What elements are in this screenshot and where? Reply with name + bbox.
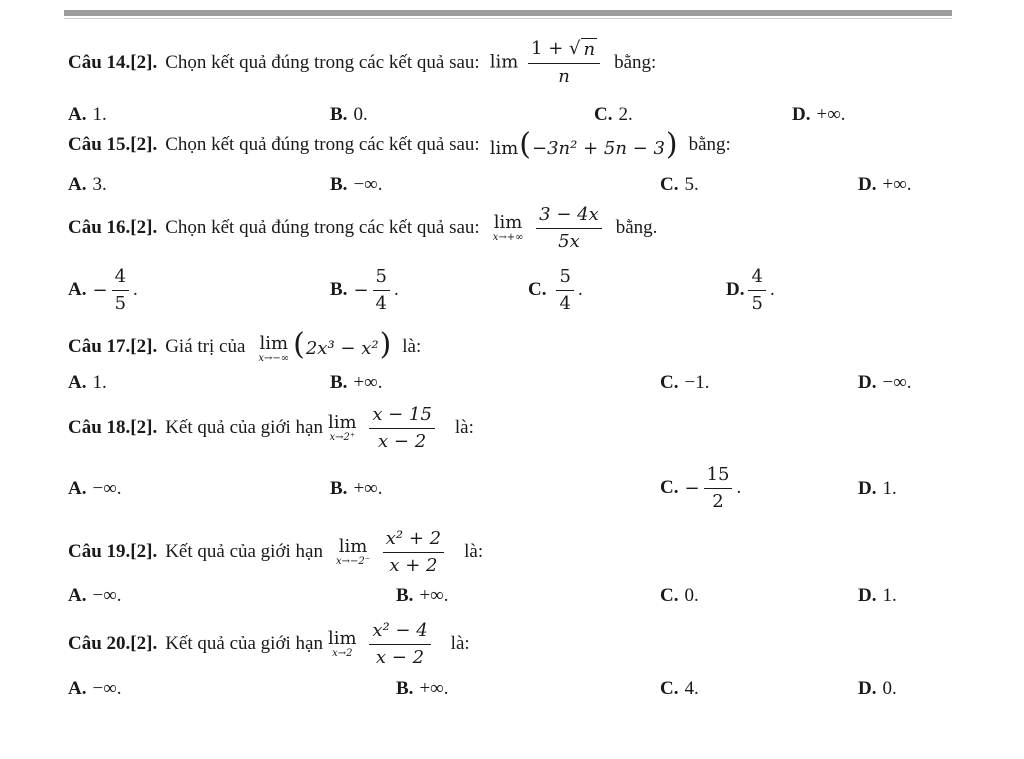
question-text: Kết quả của giới hạn	[165, 633, 323, 655]
top-rule-thin	[64, 18, 952, 19]
question-text: Giá trị của	[165, 335, 246, 357]
option-a: A. 1.	[68, 372, 107, 393]
formula: lim x→2⁺ $\frac{x - 15}{x - 2}$	[325, 404, 439, 452]
option-c: C. 5.	[660, 174, 699, 195]
question-label: Câu 15.[2].	[68, 134, 158, 155]
option-d: D. 1.	[858, 585, 897, 606]
option-c: C. 2.	[594, 104, 633, 125]
formula: lim x→−2⁻ $\frac{\text{x² + 2}}{x + 2}$	[333, 528, 448, 576]
option-a: A. 1.	[68, 104, 107, 125]
formula: lim(−3n² + 5n − 3)	[489, 127, 678, 162]
top-rule	[64, 10, 952, 16]
question-19: Câu 19.[2]. Kết quả của giới hạn lim x→−2⁻ $\frac{\text{x² + 2}}{x + 2}$ là:	[68, 528, 484, 576]
option-d: D. −∞.	[858, 372, 912, 393]
option-d: D. 1.	[858, 478, 897, 499]
option-c: C. $\frac{5}{4}$ .	[528, 266, 583, 314]
question-18: Câu 18.[2]. Kết quả của giới hạn lim x→2⁺ $\frac{x - 15}{x - 2}$ là:	[68, 404, 474, 452]
option-d: D. 0.	[858, 678, 897, 699]
option-c: C. 0.	[660, 585, 699, 606]
formula: lim x→−∞ (2x³ − x²)	[258, 327, 392, 364]
option-d: D. $\frac{4}{5}$ .	[726, 266, 775, 314]
question-text: Kết quả của giới hạn	[165, 541, 323, 563]
option-d: D. +∞.	[858, 174, 912, 195]
option-c: C. − $\frac{15}{2}$ .	[660, 464, 742, 512]
question-label: Câu 18.[2].	[68, 417, 158, 439]
option-b: B. 0.	[330, 104, 368, 125]
option-b: B. − $\frac{5}{4}$ .	[330, 266, 399, 314]
option-a: A. −∞.	[68, 478, 122, 499]
option-a: A. 3.	[68, 174, 107, 195]
option-b: B. −∞.	[330, 174, 383, 195]
option-b: B. +∞.	[330, 478, 383, 499]
question-14: Câu 14.[2]. Chọn kết quả đúng trong các kết quả sau: lim 1 + √ n n bằng:	[68, 38, 657, 87]
question-text: Chọn kết quả đúng trong các kết quả sau:	[165, 134, 480, 155]
formula: lim 1 + √ n n	[490, 38, 604, 87]
question-17: Câu 17.[2]. Giá trị của lim x→−∞ (2x³ − x²) là:	[68, 327, 422, 364]
question-20: Câu 20.[2]. Kết quả của giới hạn lim x→2 $\frac{\text{x² − 4}}{x - 2}$ là:	[68, 620, 470, 668]
formula: lim x→2 $\frac{\text{x² − 4}}{x - 2}$	[325, 620, 435, 668]
question-text: Chọn kết quả đúng trong các kết quả sau:	[165, 217, 480, 239]
question-label: Câu 14.[2].	[68, 51, 158, 73]
option-b: B. +∞.	[396, 678, 449, 699]
question-text: Kết quả của giới hạn	[165, 417, 323, 439]
option-a: A. − $\frac{4}{5}$ .	[68, 266, 138, 314]
question-label: Câu 16.[2].	[68, 217, 158, 239]
option-b: B. +∞.	[396, 585, 449, 606]
option-b: B. +∞.	[330, 372, 383, 393]
question-label: Câu 19.[2].	[68, 541, 158, 563]
option-a: A. −∞.	[68, 678, 122, 699]
question-label: Câu 20.[2].	[68, 633, 158, 655]
option-d: D. +∞.	[792, 104, 846, 125]
question-16: Câu 16.[2]. Chọn kết quả đúng trong các kết quả sau: lim x→+∞ $\frac{3 - 4x}{5x}$ bằng.	[68, 204, 658, 252]
option-c: C. 4.	[660, 678, 699, 699]
question-15: Câu 15.[2]. Chọn kết quả đúng trong các kết quả sau: lim(−3n² + 5n − 3) bằng:	[68, 127, 731, 162]
question-text: Chọn kết quả đúng trong các kết quả sau:	[165, 51, 480, 73]
question-label: Câu 17.[2].	[68, 335, 158, 357]
formula: lim x→+∞ $\frac{3 - 4x}{5x}$	[490, 204, 606, 252]
option-a: A. −∞.	[68, 585, 122, 606]
option-c: C. −1.	[660, 372, 710, 393]
